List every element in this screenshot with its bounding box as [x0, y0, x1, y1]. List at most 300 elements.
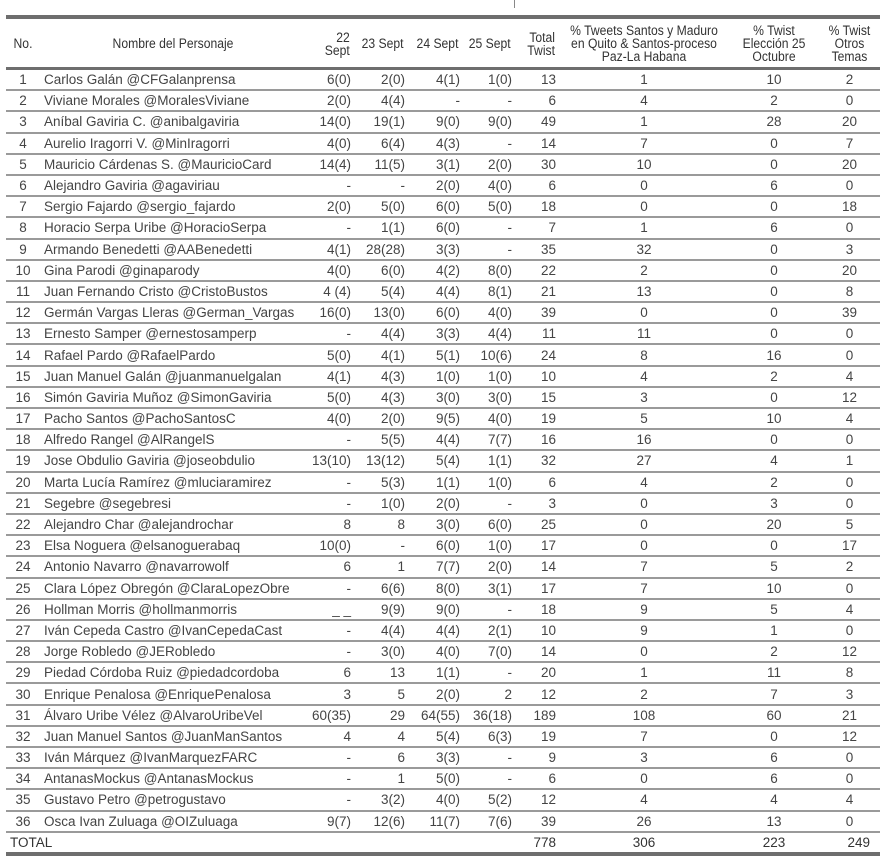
- sept-24: 8(0): [408, 578, 463, 599]
- pct-eleccion: 10: [729, 408, 819, 429]
- sept-22: -: [306, 175, 354, 196]
- table-row: [6, 90, 880, 111]
- pct-santos-maduro: 0: [559, 196, 729, 217]
- pct-otros: 12: [819, 387, 880, 408]
- total-twist: 25: [515, 514, 559, 535]
- sept-22: -: [306, 789, 354, 810]
- sept-23: 6(4): [354, 133, 408, 154]
- sept-25: 8(0): [463, 260, 515, 281]
- total-twist: 6: [515, 472, 559, 493]
- table-row: [6, 217, 880, 238]
- total-santos-maduro: 306: [559, 832, 729, 854]
- sept-24: 3(0): [408, 514, 463, 535]
- sept-24: 4(1): [408, 69, 463, 91]
- sept-24: 6(0): [408, 217, 463, 238]
- sept-23: 3(0): [354, 641, 408, 662]
- row-number: 20: [6, 472, 40, 493]
- sept-25: 36(18): [463, 705, 515, 726]
- person-name: Carlos Galán @CFGalanprensa: [40, 69, 306, 91]
- pct-eleccion: 0: [729, 302, 819, 323]
- person-name: Alejandro Gaviria @agaviriau: [40, 175, 306, 196]
- pct-otros: 0: [819, 217, 880, 238]
- pct-santos-maduro: 3: [559, 387, 729, 408]
- total-twist: 30: [515, 154, 559, 175]
- pct-otros: 0: [819, 768, 880, 789]
- sept-25: -: [463, 217, 515, 238]
- pct-otros: 4: [819, 599, 880, 620]
- pct-eleccion: 6: [729, 217, 819, 238]
- pct-santos-maduro: 1: [559, 217, 729, 238]
- sept-23: 5(0): [354, 196, 408, 217]
- pct-eleccion: 13: [729, 811, 819, 832]
- pct-otros: 0: [819, 493, 880, 514]
- sept-23: 1(0): [354, 493, 408, 514]
- sept-22: 14(4): [306, 154, 354, 175]
- pct-santos-maduro: 0: [559, 175, 729, 196]
- table-row: [6, 302, 880, 323]
- total-twist: 17: [515, 578, 559, 599]
- table-row: [6, 514, 880, 535]
- sept-25: -: [463, 493, 515, 514]
- total-twist: 19: [515, 726, 559, 747]
- sept-25: 2: [463, 683, 515, 704]
- pct-eleccion: 1: [729, 620, 819, 641]
- sept-25: 4(0): [463, 302, 515, 323]
- pct-santos-maduro: 0: [559, 514, 729, 535]
- row-number: 22: [6, 514, 40, 535]
- pct-eleccion: 6: [729, 768, 819, 789]
- col-santos-maduro: % Tweets Santos y Maduro en Quito & Santos-proceso Paz-La Habana: [568, 20, 721, 69]
- pct-eleccion: 0: [729, 726, 819, 747]
- pct-otros: 5: [819, 514, 880, 535]
- total-twist: 16: [515, 429, 559, 450]
- total-twist: 18: [515, 196, 559, 217]
- total-twist: 778: [515, 832, 559, 854]
- sept-24: 3(1): [408, 154, 463, 175]
- sept-24: 1(1): [408, 662, 463, 683]
- pct-santos-maduro: 26: [559, 811, 729, 832]
- col-22-sept: 22 Sept: [308, 20, 351, 69]
- total-twist: 15: [515, 387, 559, 408]
- sept-24: 9(0): [408, 111, 463, 132]
- pct-santos-maduro: 4: [559, 90, 729, 111]
- sept-24: 4(4): [408, 429, 463, 450]
- row-number: 27: [6, 620, 40, 641]
- sept-25: 4(0): [463, 175, 515, 196]
- pct-eleccion: 3: [729, 493, 819, 514]
- sept-24: 6(0): [408, 196, 463, 217]
- total-twist: 9: [515, 747, 559, 768]
- person-name: Piedad Córdoba Ruiz @piedadcordoba: [40, 662, 306, 683]
- sept-23: 9(9): [354, 599, 408, 620]
- table-row: [6, 578, 880, 599]
- sept-23: 19(1): [354, 111, 408, 132]
- sept-22: -: [306, 429, 354, 450]
- person-name: Iván Cepeda Castro @IvanCepedaCast: [40, 620, 306, 641]
- table-row: [6, 387, 880, 408]
- table-row: [6, 493, 880, 514]
- sept-23: 1: [354, 768, 408, 789]
- sept-23: -: [354, 175, 408, 196]
- pct-santos-maduro: 0: [559, 641, 729, 662]
- sept-24: 64(55): [408, 705, 463, 726]
- sept-24: 9(5): [408, 408, 463, 429]
- pct-eleccion: 0: [729, 535, 819, 556]
- pct-santos-maduro: 2: [559, 260, 729, 281]
- row-number: 33: [6, 747, 40, 768]
- pct-eleccion: 16: [729, 344, 819, 365]
- sept-22: 4(0): [306, 260, 354, 281]
- sept-22: 13(10): [306, 450, 354, 471]
- sept-23: 4(3): [354, 387, 408, 408]
- table-row: [6, 683, 880, 704]
- table-row: [6, 323, 880, 344]
- col-24-sept: 24 Sept: [411, 20, 461, 69]
- row-number: 32: [6, 726, 40, 747]
- sept-24: 9(0): [408, 599, 463, 620]
- person-name: Sergio Fajardo @sergio_fajardo: [40, 196, 306, 217]
- sept-23: 2(0): [354, 408, 408, 429]
- table-row: [6, 175, 880, 196]
- pct-otros: 8: [819, 281, 880, 302]
- sept-23: 13(12): [354, 450, 408, 471]
- table-row: [6, 789, 880, 810]
- pct-eleccion: 10: [729, 69, 819, 91]
- pct-otros: 0: [819, 90, 880, 111]
- total-twist: 18: [515, 599, 559, 620]
- row-number: 13: [6, 323, 40, 344]
- sept-25: 5(0): [463, 196, 515, 217]
- sept-22: 4(1): [306, 239, 354, 260]
- sept-23: 13(0): [354, 302, 408, 323]
- table-row: [6, 111, 880, 132]
- pct-eleccion: 20: [729, 514, 819, 535]
- sept-23: 6: [354, 747, 408, 768]
- sept-22: 2(0): [306, 196, 354, 217]
- sept-23: 4: [354, 726, 408, 747]
- sept-22: 10(0): [306, 535, 354, 556]
- pct-otros: 2: [819, 69, 880, 91]
- total-twist: 14: [515, 641, 559, 662]
- sept-22: 4(1): [306, 366, 354, 387]
- total-label: TOTAL: [6, 832, 515, 854]
- sept-25: 4(0): [463, 408, 515, 429]
- total-twist: 6: [515, 175, 559, 196]
- pct-santos-maduro: 108: [559, 705, 729, 726]
- sept-23: 5(4): [354, 281, 408, 302]
- row-number: 21: [6, 493, 40, 514]
- sept-24: 4(0): [408, 789, 463, 810]
- sept-24: 3(3): [408, 747, 463, 768]
- person-name: Enrique Penalosa @EnriquePenalosa: [40, 683, 306, 704]
- pct-santos-maduro: 7: [559, 133, 729, 154]
- sept-24: 4(3): [408, 133, 463, 154]
- row-number: 8: [6, 217, 40, 238]
- col-name: Nombre del Personaje: [53, 20, 292, 69]
- total-twist: 6: [515, 90, 559, 111]
- pct-eleccion: 2: [729, 641, 819, 662]
- person-name: Juan Fernando Cristo @CristoBustos: [40, 281, 306, 302]
- row-number: 3: [6, 111, 40, 132]
- pct-santos-maduro: 7: [559, 578, 729, 599]
- total-twist: 10: [515, 366, 559, 387]
- pct-santos-maduro: 5: [559, 408, 729, 429]
- sept-24: 3(3): [408, 239, 463, 260]
- pct-santos-maduro: 27: [559, 450, 729, 471]
- total-twist: 19: [515, 408, 559, 429]
- sept-24: 5(0): [408, 768, 463, 789]
- sept-22: 2(0): [306, 90, 354, 111]
- sept-22: 14(0): [306, 111, 354, 132]
- sept-23: 4(1): [354, 344, 408, 365]
- sept-25: 1(0): [463, 535, 515, 556]
- total-twist: 21: [515, 281, 559, 302]
- pct-eleccion: 2: [729, 90, 819, 111]
- sept-22: 6: [306, 556, 354, 577]
- table-row: [6, 429, 880, 450]
- row-number: 29: [6, 662, 40, 683]
- pct-santos-maduro: 9: [559, 620, 729, 641]
- pct-otros: 0: [819, 747, 880, 768]
- top-tick: [514, 0, 515, 8]
- table-row: [6, 260, 880, 281]
- sept-25: 6(3): [463, 726, 515, 747]
- sept-25: 2(0): [463, 556, 515, 577]
- pct-santos-maduro: 10: [559, 154, 729, 175]
- row-number: 34: [6, 768, 40, 789]
- person-name: Marta Lucía Ramírez @mluciaramirez: [40, 472, 306, 493]
- sept-24: 3(0): [408, 387, 463, 408]
- pct-otros: 0: [819, 323, 880, 344]
- row-number: 35: [6, 789, 40, 810]
- pct-eleccion: 60: [729, 705, 819, 726]
- table-row: [6, 69, 880, 91]
- row-number: 7: [6, 196, 40, 217]
- sept-23: 4(4): [354, 323, 408, 344]
- sept-22: 16(0): [306, 302, 354, 323]
- table-row: [6, 620, 880, 641]
- pct-otros: 3: [819, 239, 880, 260]
- sept-25: -: [463, 662, 515, 683]
- pct-otros: 4: [819, 789, 880, 810]
- sept-23: 1(1): [354, 217, 408, 238]
- total-twist: 14: [515, 556, 559, 577]
- sept-22: -: [306, 747, 354, 768]
- person-name: Clara López Obregón @ClaraLopezObre: [40, 578, 306, 599]
- person-name: Antonio Navarro @navarrowolf: [40, 556, 306, 577]
- sept-23: 3(2): [354, 789, 408, 810]
- pct-otros: 3: [819, 683, 880, 704]
- sept-22: 5(0): [306, 344, 354, 365]
- person-name: Armando Benedetti @AABenedetti: [40, 239, 306, 260]
- total-twist: 20: [515, 662, 559, 683]
- pct-otros: 12: [819, 641, 880, 662]
- pct-otros: 7: [819, 133, 880, 154]
- sept-24: 1(1): [408, 472, 463, 493]
- pct-santos-maduro: 1: [559, 111, 729, 132]
- person-name: Elsa Noguera @elsanoguerabaq: [40, 535, 306, 556]
- tweets-table: [6, 20, 880, 856]
- pct-otros: 21: [819, 705, 880, 726]
- sept-22: 5(0): [306, 387, 354, 408]
- sept-23: 12(6): [354, 811, 408, 832]
- pct-eleccion: 0: [729, 429, 819, 450]
- sept-23: 4(4): [354, 90, 408, 111]
- row-number: 14: [6, 344, 40, 365]
- sept-23: 2(0): [354, 69, 408, 91]
- sept-25: 6(0): [463, 514, 515, 535]
- pct-santos-maduro: 7: [559, 556, 729, 577]
- sept-23: 5(3): [354, 472, 408, 493]
- table-row: [6, 726, 880, 747]
- pct-santos-maduro: 1: [559, 69, 729, 91]
- pct-eleccion: 0: [729, 323, 819, 344]
- total-twist: 13: [515, 69, 559, 91]
- sept-23: 5: [354, 683, 408, 704]
- row-number: 9: [6, 239, 40, 260]
- pct-eleccion: 7: [729, 683, 819, 704]
- row-number: 11: [6, 281, 40, 302]
- pct-eleccion: 0: [729, 239, 819, 260]
- total-twist: 32: [515, 450, 559, 471]
- pct-otros: 39: [819, 302, 880, 323]
- pct-eleccion: 10: [729, 578, 819, 599]
- total-twist: 24: [515, 344, 559, 365]
- pct-otros: 4: [819, 408, 880, 429]
- row-number: 15: [6, 366, 40, 387]
- pct-otros: 17: [819, 535, 880, 556]
- person-name: Simón Gaviria Muñoz @SimonGaviria: [40, 387, 306, 408]
- person-name: Aníbal Gaviria C. @anibalgaviria: [40, 111, 306, 132]
- total-twist: 12: [515, 683, 559, 704]
- table-row: [6, 154, 880, 175]
- pct-otros: 8: [819, 662, 880, 683]
- row-number: 10: [6, 260, 40, 281]
- pct-eleccion: 4: [729, 789, 819, 810]
- pct-otros: 0: [819, 344, 880, 365]
- table-row: [6, 366, 880, 387]
- sept-22: _ _: [306, 599, 354, 620]
- sept-22: -: [306, 620, 354, 641]
- sept-23: 28(28): [354, 239, 408, 260]
- total-eleccion: 223: [729, 832, 819, 854]
- col-eleccion: % Twist Elección 25 Octubre: [734, 20, 815, 69]
- sept-23: 4(3): [354, 366, 408, 387]
- sept-24: 6(0): [408, 302, 463, 323]
- table-row: [6, 556, 880, 577]
- pct-otros: 4: [819, 366, 880, 387]
- sept-22: 4(0): [306, 408, 354, 429]
- sept-22: -: [306, 641, 354, 662]
- sept-24: 7(7): [408, 556, 463, 577]
- pct-santos-maduro: 1: [559, 662, 729, 683]
- header-row: [6, 20, 880, 69]
- sept-24: 6(0): [408, 535, 463, 556]
- sept-25: 4(4): [463, 323, 515, 344]
- pct-eleccion: 0: [729, 387, 819, 408]
- pct-eleccion: 0: [729, 196, 819, 217]
- person-name: Hollman Morris @hollmanmorris: [40, 599, 306, 620]
- sept-24: 4(4): [408, 281, 463, 302]
- pct-santos-maduro: 0: [559, 768, 729, 789]
- pct-otros: 0: [819, 472, 880, 493]
- pct-eleccion: 2: [729, 366, 819, 387]
- sept-25: 7(0): [463, 641, 515, 662]
- row-number: 16: [6, 387, 40, 408]
- table-row: [6, 450, 880, 471]
- total-twist: 7: [515, 217, 559, 238]
- person-name: Ernesto Samper @ernestosamperp: [40, 323, 306, 344]
- col-total: Total Twist: [517, 20, 557, 69]
- sept-25: 1(0): [463, 366, 515, 387]
- sept-25: -: [463, 599, 515, 620]
- sept-23: 5(5): [354, 429, 408, 450]
- pct-otros: 20: [819, 154, 880, 175]
- pct-santos-maduro: 32: [559, 239, 729, 260]
- sept-24: 4(2): [408, 260, 463, 281]
- person-name: Segebre @segebresi: [40, 493, 306, 514]
- sept-25: 1(0): [463, 472, 515, 493]
- row-number: 25: [6, 578, 40, 599]
- sept-24: 5(4): [408, 726, 463, 747]
- sept-24: 1(0): [408, 366, 463, 387]
- row-number: 6: [6, 175, 40, 196]
- row-number: 24: [6, 556, 40, 577]
- sept-25: 8(1): [463, 281, 515, 302]
- sept-22: -: [306, 472, 354, 493]
- person-name: Alfredo Rangel @AlRangelS: [40, 429, 306, 450]
- sept-25: 5(2): [463, 789, 515, 810]
- pct-otros: 0: [819, 620, 880, 641]
- sept-24: 2(0): [408, 493, 463, 514]
- pct-eleccion: 0: [729, 281, 819, 302]
- person-name: Juan Manuel Galán @juanmanuelgalan: [40, 366, 306, 387]
- table-row: [6, 133, 880, 154]
- table-row: [6, 239, 880, 260]
- pct-santos-maduro: 4: [559, 472, 729, 493]
- sept-22: 4: [306, 726, 354, 747]
- table-row: [6, 747, 880, 768]
- total-twist: 35: [515, 239, 559, 260]
- pct-otros: 0: [819, 811, 880, 832]
- sept-22: 6(0): [306, 69, 354, 91]
- pct-santos-maduro: 13: [559, 281, 729, 302]
- sept-22: -: [306, 493, 354, 514]
- pct-santos-maduro: 11: [559, 323, 729, 344]
- pct-eleccion: 4: [729, 450, 819, 471]
- row-number: 23: [6, 535, 40, 556]
- total-twist: 12: [515, 789, 559, 810]
- pct-santos-maduro: 16: [559, 429, 729, 450]
- row-number: 18: [6, 429, 40, 450]
- sept-22: -: [306, 323, 354, 344]
- pct-santos-maduro: 9: [559, 599, 729, 620]
- sept-25: -: [463, 133, 515, 154]
- sept-25: 2(1): [463, 620, 515, 641]
- pct-eleccion: 6: [729, 747, 819, 768]
- total-twist: 14: [515, 133, 559, 154]
- sept-25: -: [463, 239, 515, 260]
- pct-eleccion: 11: [729, 662, 819, 683]
- table-row: [6, 662, 880, 683]
- sept-22: -: [306, 217, 354, 238]
- sept-25: 3(1): [463, 578, 515, 599]
- pct-eleccion: 5: [729, 556, 819, 577]
- col-25-sept: 25 Sept: [466, 20, 513, 69]
- pct-santos-maduro: 2: [559, 683, 729, 704]
- person-name: Iván Márquez @IvanMarquezFARC: [40, 747, 306, 768]
- sept-22: 60(35): [306, 705, 354, 726]
